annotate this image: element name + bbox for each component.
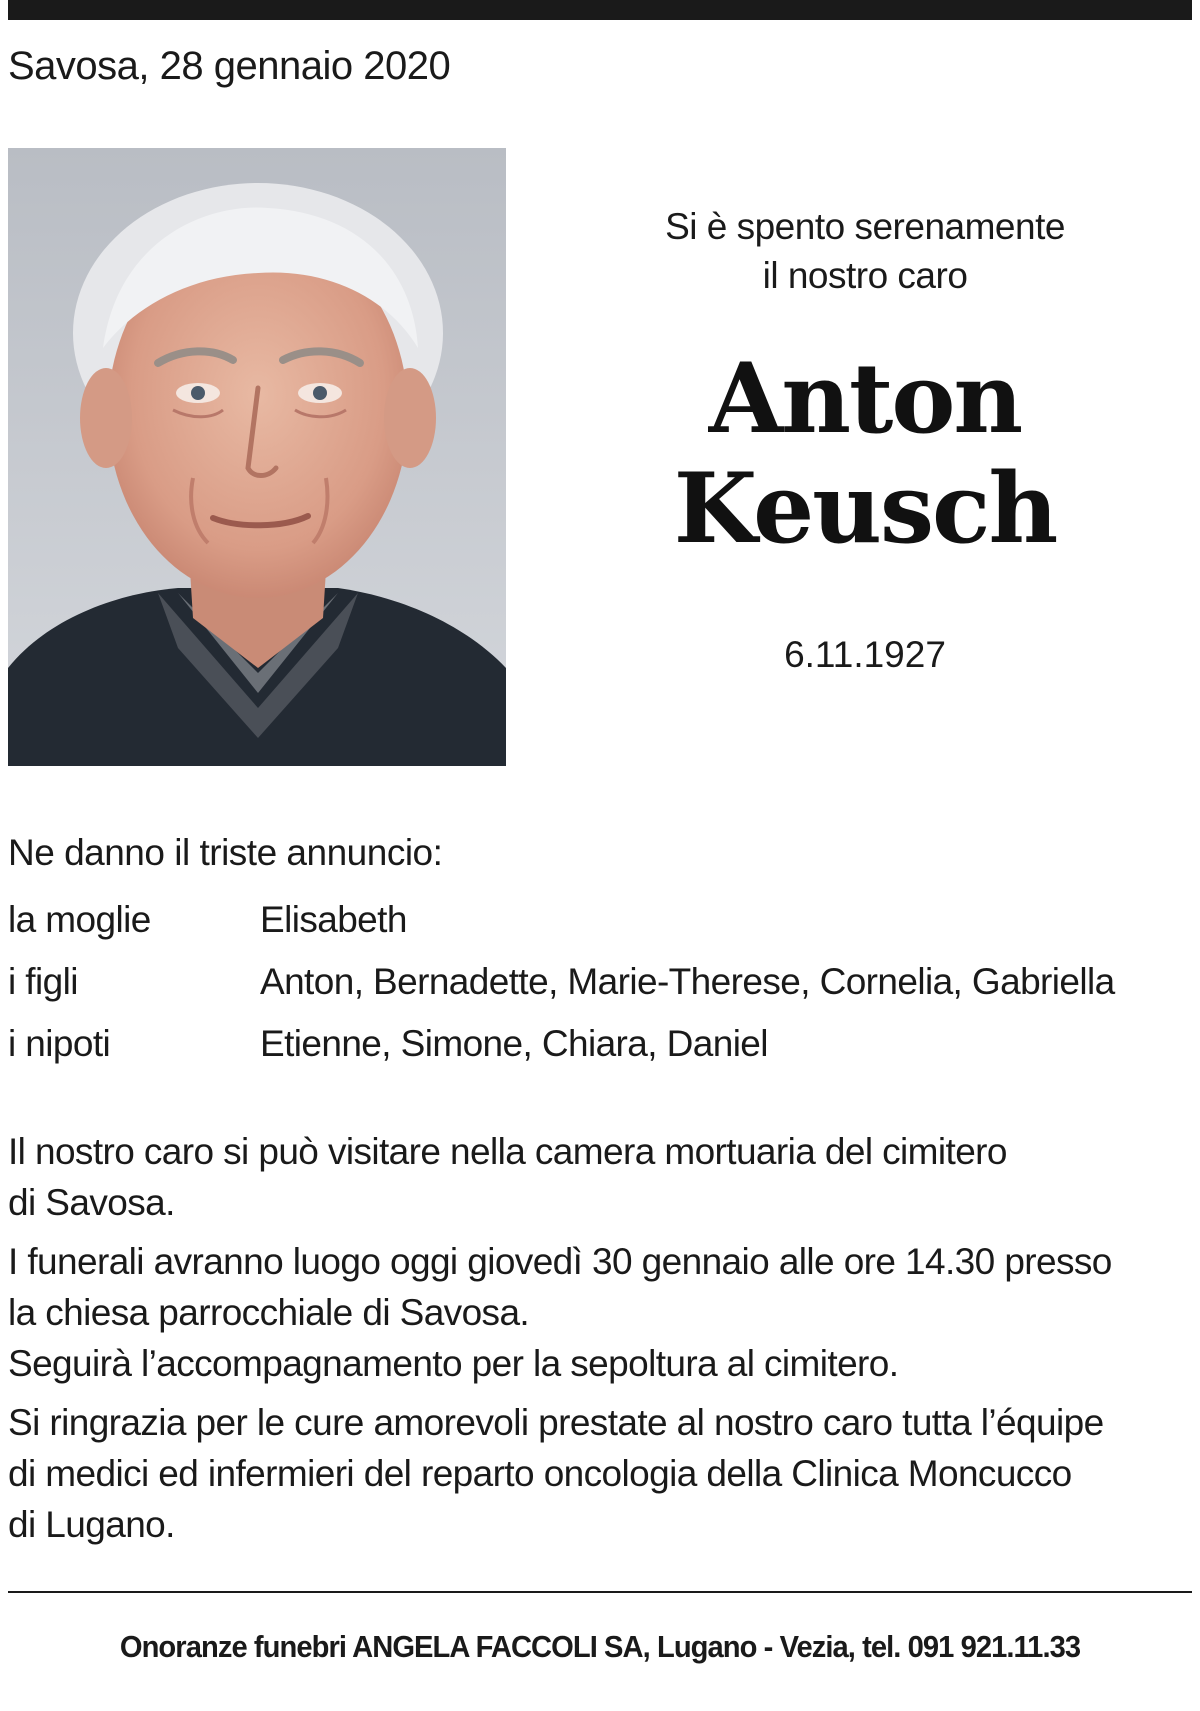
family-relation: i figli: [8, 961, 78, 1002]
family-list: [8, 889, 1192, 1075]
top-rule: [8, 0, 1192, 20]
body-line: Si ringrazia per le cure amorevoli prestate al nostro caro tutta l’équipe: [8, 1402, 1104, 1443]
family-names: Etienne, Simone, Chiara, Daniel: [260, 1023, 768, 1064]
deceased-name: [570, 344, 1160, 564]
funeral-home-footer: Onoranze funebri ANGELA FACCOLI SA, Lugano - Vezia, tel. 091 921.11.33: [119, 1629, 1081, 1664]
body-line: di Lugano.: [8, 1504, 175, 1545]
family-row-children: [8, 951, 1192, 1013]
obituary-body: [8, 1126, 1192, 1558]
family-relation: i nipoti: [8, 1023, 111, 1064]
intro-line-1: Si è spento serenamente: [665, 206, 1065, 247]
portrait-photo-icon: [8, 148, 506, 766]
body-line: la chiesa parrocchiale di Savosa.: [8, 1292, 530, 1333]
intro-text: [570, 202, 1160, 300]
intro-line-2: il nostro caro: [762, 255, 968, 296]
bottom-rule: [8, 1591, 1192, 1593]
body-line: di Savosa.: [8, 1182, 175, 1223]
family-names: Anton, Bernadette, Marie-Therese, Cornelia, Gabriella: [260, 961, 1115, 1002]
thanks-paragraph: [8, 1397, 1192, 1550]
visitation-paragraph: [8, 1126, 1192, 1228]
body-line: di medici ed infermieri del reparto oncologia della Clinica Moncucco: [8, 1453, 1072, 1494]
funeral-paragraph: [8, 1236, 1192, 1389]
body-line: Seguirà l’accompagnamento per la sepoltura al cimitero.: [8, 1343, 899, 1384]
body-line: Il nostro caro si può visitare nella camera mortuaria del cimitero: [8, 1131, 1007, 1172]
announcement-heading: Ne danno il triste annuncio:: [8, 832, 443, 873]
family-names: Elisabeth: [260, 899, 407, 940]
body-line: I funerali avranno luogo oggi giovedì 30 gennaio alle ore 14.30 presso: [8, 1241, 1112, 1282]
deceased-last-name: Keusch: [673, 452, 1057, 565]
family-row-wife: [8, 889, 1192, 951]
birth-date: 6.11.1927: [784, 634, 946, 675]
deceased-first-name: Anton: [708, 342, 1022, 455]
place-date: Savosa, 28 gennaio 2020: [8, 44, 451, 88]
family-row-grandchildren: [8, 1013, 1192, 1075]
family-relation: la moglie: [8, 899, 151, 940]
portrait-photo: [8, 148, 506, 766]
